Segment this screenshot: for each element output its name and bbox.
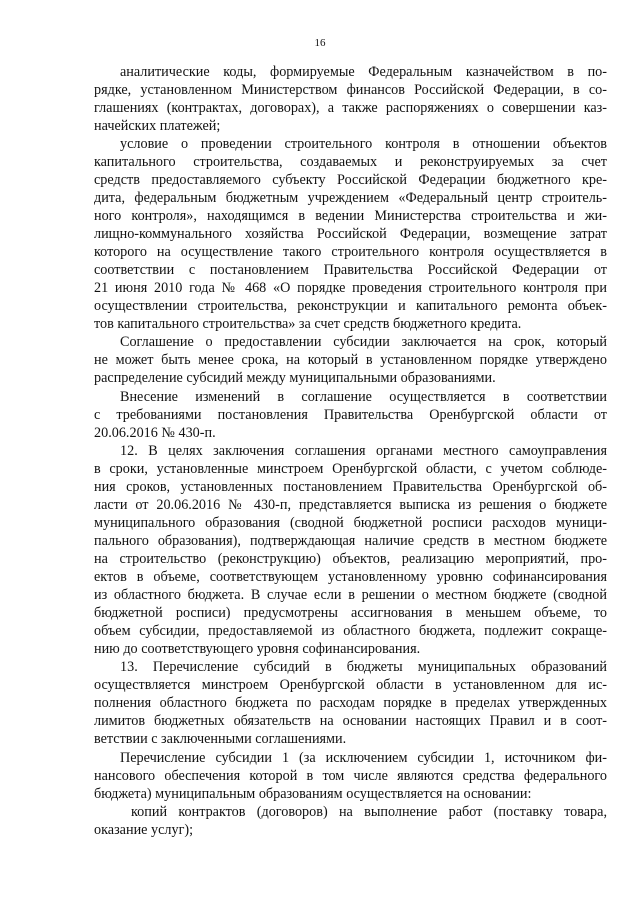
text-line: ного контроля», находящимся в ведении Министерства строительства и жи-: [94, 208, 607, 224]
text-line: не может быть менее срока, на который в установленном порядке утверждено: [94, 352, 607, 368]
text-line: начейских платежей;: [94, 118, 221, 134]
text-line: лищно-коммунального хозяйства Российской Федерации, возмещение затрат: [94, 226, 607, 242]
text-line: дита, федеральным бюджетным учреждением «Федеральный центр строитель-: [94, 190, 607, 206]
text-line: копий контрактов (договоров) на выполнение работ (поставку товара,: [131, 804, 607, 820]
text-line: 12. В целях заключения соглашения органами местного самоуправления: [120, 443, 607, 459]
text-line: полнения областного бюджета по расходам порядке в пределах утвержденных: [94, 695, 607, 711]
text-line: 13. Перечисление субсидий в бюджеты муниципальных образований: [120, 659, 607, 675]
text-line: нансового обеспечения которой в том числе являются средства федерального: [94, 768, 607, 784]
text-line: капитального строительства, создаваемых и реконструируемых за счет: [94, 154, 607, 170]
text-line: пального образования), подтверждающая наличие средств в местном бюджете: [94, 533, 607, 549]
text-line: из областного бюджета. В случае если в решении о местном бюджете (сводной: [94, 587, 607, 603]
text-line: 21 июня 2010 года № 468 «О порядке проведения строительного контроля при: [94, 280, 607, 296]
page-number: 16: [314, 37, 326, 49]
text-line: соответствии с постановлением Правительства Российской Федерации от: [94, 262, 607, 278]
text-line: тов капитального строительства» за счет средств бюджетного кредита.: [94, 316, 522, 332]
text-line: ния сроков, установленных постановлением Правительства Оренбургской об-: [94, 479, 607, 495]
text-line: объем субсидии, предоставляемой из областного бюджета, подлежит сокраще-: [94, 623, 607, 639]
text-line: ектов в объеме, соответствующем установленному уровню софинансирования: [94, 569, 607, 585]
text-line: бюджета) муниципальным образованиям осуществляется на основании:: [94, 786, 532, 802]
text-line: Внесение изменений в соглашение осуществляется в соответствии: [120, 389, 607, 405]
text-line: в сроки, установленные минстроем Оренбургской области, с учетом соблюде-: [94, 461, 607, 477]
text-line: Перечисление субсидии 1 (за исключением субсидии 1, источником фи-: [120, 750, 607, 766]
text-line: нию до соответствующего уровня софинансирования.: [94, 641, 421, 657]
text-line: на строительство (реконструкцию) объектов, реализацию мероприятий, про-: [94, 551, 607, 567]
text-line: оказание услуг);: [94, 822, 194, 838]
text-line: с требованиями постановления Правительства Оренбургской области от: [94, 407, 607, 423]
text-line: осуществляется минстроем Оренбургской области в установленном для ис-: [94, 677, 607, 693]
text-line: Соглашение о предоставлении субсидии заключается на срок, который: [120, 334, 607, 350]
text-line: рядке, установленном Министерством финансов Российской Федерации, в со-: [94, 82, 607, 98]
text-line: осуществлении строительства, реконструкции и капитального ремонта объек-: [94, 298, 607, 314]
text-line: условие о проведении строительного контроля в отношении объектов: [120, 136, 607, 152]
text-line: средств предоставляемого субъекту Российской Федерации бюджетного кре-: [94, 172, 607, 188]
text-line: распределение субсидий между муниципальными образованиями.: [94, 370, 496, 386]
text-line: которого на осуществление такого строительного контроля осуществляется в: [94, 244, 607, 260]
text-line: глашениях (контрактах, договорах), а также распоряжениях о совершении каз-: [94, 100, 607, 116]
text-line: ветствии с заключенными соглашениями.: [94, 731, 347, 747]
text-line: аналитические коды, формируемые Федеральным казначейством в по-: [120, 64, 607, 80]
text-line: лимитов бюджетных обязательств на основании настоящих Правил и в соот-: [94, 713, 607, 729]
text-line: бюджетной росписи) предусмотрены ассигнования в меньшем объеме, то: [94, 605, 607, 621]
text-line: 20.06.2016 № 430-п.: [94, 425, 216, 441]
text-line: ласти от 20.06.2016 № 430-п, представляется выписка из решения о бюджете: [94, 497, 607, 513]
text-line: муниципального образования (сводной бюджетной росписи расходов муници-: [94, 515, 607, 531]
